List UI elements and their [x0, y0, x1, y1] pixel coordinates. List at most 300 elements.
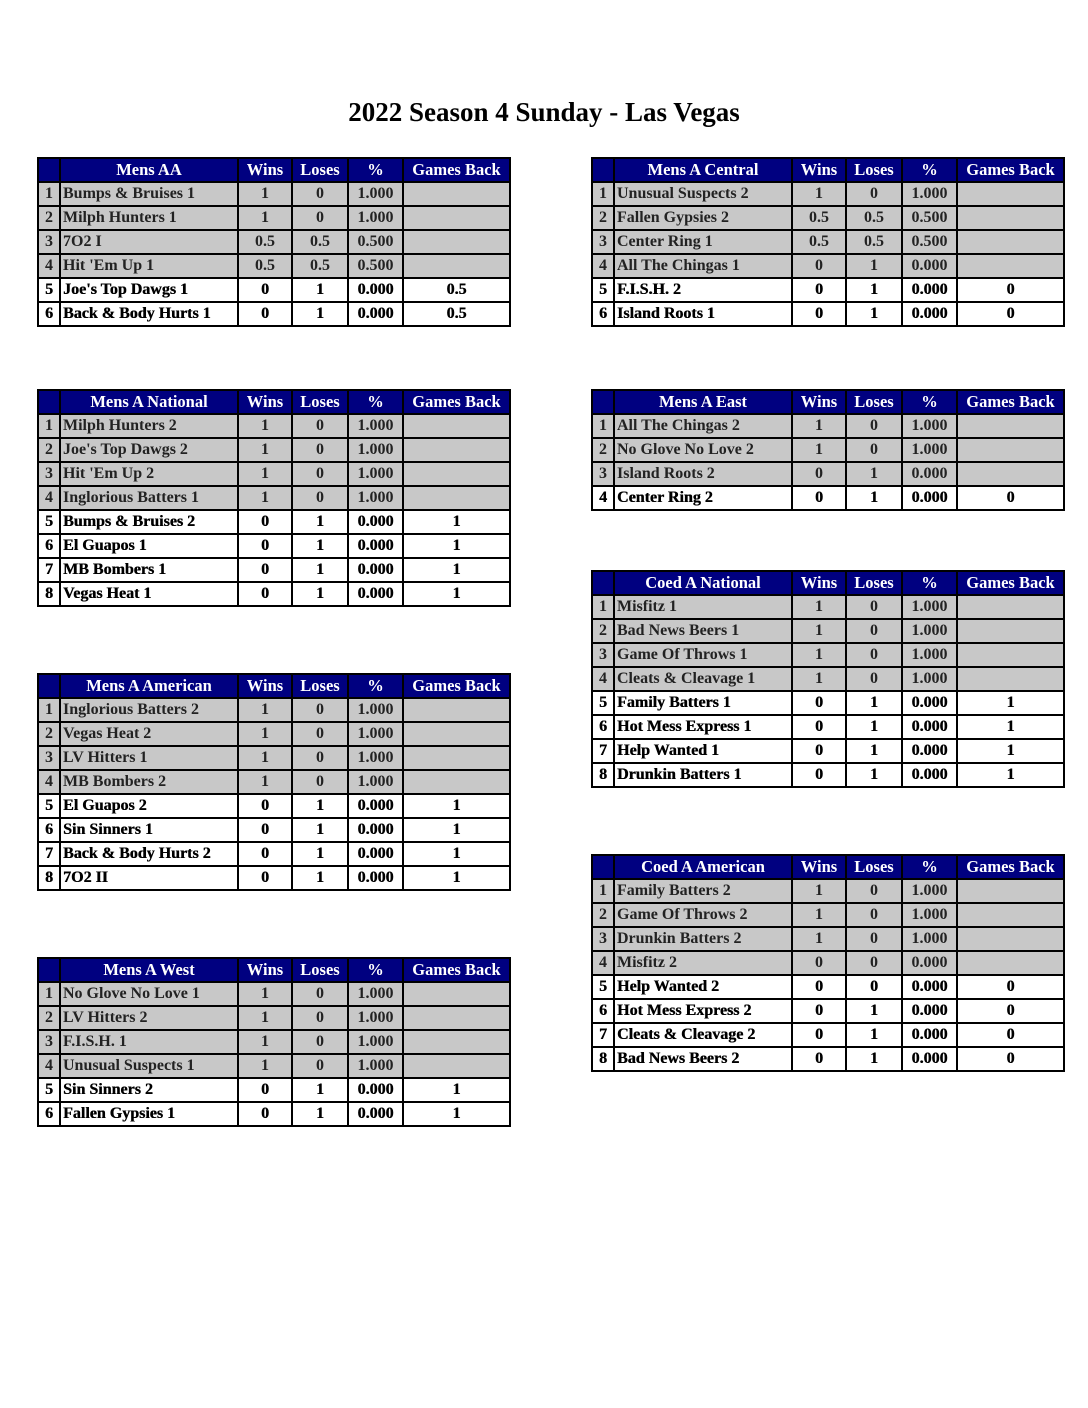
cell-rank: 3	[592, 230, 614, 254]
header-rank	[38, 390, 60, 414]
table-row	[38, 254, 510, 278]
cell-rank: 1	[38, 982, 60, 1006]
table-row	[592, 254, 1064, 278]
cell-rank: 7	[592, 1023, 614, 1047]
cell-pct: 0.000	[348, 534, 403, 558]
cell-pct: 0.000	[902, 302, 957, 326]
cell-pct: 0.000	[902, 278, 957, 302]
header-team-name: Coed A National	[614, 571, 792, 595]
cell-games-back	[403, 1054, 510, 1078]
cell-loses: 1	[292, 534, 348, 558]
cell-wins: 1	[238, 698, 292, 722]
cell-loses: 1	[292, 302, 348, 326]
cell-rank: 3	[592, 462, 614, 486]
table-row	[38, 1030, 510, 1054]
cell-wins: 1	[792, 438, 846, 462]
standings-table-coed-a-american	[591, 854, 1065, 1072]
cell-wins: 0	[792, 462, 846, 486]
header-loses: Loses	[846, 158, 902, 182]
table-row	[38, 842, 510, 866]
cell-team-name: Vegas Heat 1	[60, 582, 238, 606]
cell-wins: 0	[238, 278, 292, 302]
cell-rank: 1	[592, 879, 614, 903]
cell-loses: 0	[292, 486, 348, 510]
cell-rank: 4	[38, 770, 60, 794]
table-row	[592, 230, 1064, 254]
cell-loses: 0.5	[846, 206, 902, 230]
cell-loses: 0	[846, 927, 902, 951]
header-wins: Wins	[238, 674, 292, 698]
header-games-back: Games Back	[403, 158, 510, 182]
cell-loses: 1	[292, 818, 348, 842]
header-rank	[38, 958, 60, 982]
cell-games-back	[957, 206, 1064, 230]
cell-loses: 1	[846, 999, 902, 1023]
cell-team-name: No Glove No Love 1	[60, 982, 238, 1006]
cell-rank: 3	[592, 927, 614, 951]
table-row	[592, 302, 1064, 326]
cell-games-back: 1	[403, 1102, 510, 1126]
table-row	[592, 903, 1064, 927]
cell-games-back	[957, 927, 1064, 951]
header-pct: %	[902, 390, 957, 414]
cell-team-name: Bumps & Bruises 1	[60, 182, 238, 206]
header-wins: Wins	[792, 571, 846, 595]
cell-pct: 0.000	[348, 582, 403, 606]
cell-games-back: 1	[957, 691, 1064, 715]
cell-wins: 0	[238, 818, 292, 842]
cell-wins: 1	[238, 182, 292, 206]
cell-wins: 1	[792, 182, 846, 206]
cell-games-back: 0	[957, 278, 1064, 302]
table-row	[592, 999, 1064, 1023]
cell-games-back: 1	[403, 794, 510, 818]
cell-loses: 0	[846, 667, 902, 691]
table-row	[38, 746, 510, 770]
cell-rank: 6	[38, 818, 60, 842]
cell-loses: 0	[846, 438, 902, 462]
cell-wins: 0	[792, 278, 846, 302]
cell-pct: 1.000	[348, 1030, 403, 1054]
table-row	[592, 1023, 1064, 1047]
cell-loses: 0	[846, 975, 902, 999]
header-pct: %	[348, 958, 403, 982]
header-team-name: Mens A National	[60, 390, 238, 414]
cell-wins: 0.5	[238, 254, 292, 278]
cell-team-name: All The Chingas 2	[614, 414, 792, 438]
cell-team-name: Help Wanted 2	[614, 975, 792, 999]
cell-wins: 0	[238, 1078, 292, 1102]
cell-games-back	[957, 951, 1064, 975]
cell-rank: 5	[38, 1078, 60, 1102]
cell-wins: 1	[792, 414, 846, 438]
header-games-back: Games Back	[957, 158, 1064, 182]
cell-team-name: MB Bombers 1	[60, 558, 238, 582]
header-games-back: Games Back	[403, 390, 510, 414]
standings-table-coed-a-national	[591, 570, 1065, 788]
header-team-name: Mens A Central	[614, 158, 792, 182]
cell-wins: 0	[792, 975, 846, 999]
table-row	[38, 722, 510, 746]
table-row	[38, 302, 510, 326]
cell-rank: 8	[38, 866, 60, 890]
cell-wins: 1	[238, 1054, 292, 1078]
cell-games-back: 0	[957, 1023, 1064, 1047]
cell-pct: 0.000	[348, 818, 403, 842]
table-row	[592, 182, 1064, 206]
cell-loses: 0	[292, 722, 348, 746]
cell-pct: 1.000	[902, 643, 957, 667]
cell-pct: 1.000	[348, 770, 403, 794]
cell-team-name: Unusual Suspects 1	[60, 1054, 238, 1078]
table-header-row	[592, 571, 1064, 595]
header-rank	[38, 158, 60, 182]
table-header-row	[592, 855, 1064, 879]
cell-wins: 0	[238, 842, 292, 866]
cell-games-back	[957, 462, 1064, 486]
cell-loses: 0	[292, 770, 348, 794]
table-row	[592, 975, 1064, 999]
cell-loses: 0	[846, 619, 902, 643]
cell-rank: 1	[592, 182, 614, 206]
cell-team-name: Back & Body Hurts 2	[60, 842, 238, 866]
cell-team-name: El Guapos 1	[60, 534, 238, 558]
cell-rank: 5	[592, 975, 614, 999]
cell-pct: 0.000	[348, 558, 403, 582]
cell-team-name: Game Of Throws 1	[614, 643, 792, 667]
cell-team-name: Hot Mess Express 2	[614, 999, 792, 1023]
cell-games-back: 0	[957, 999, 1064, 1023]
cell-wins: 1	[792, 619, 846, 643]
cell-loses: 0.5	[846, 230, 902, 254]
cell-wins: 1	[792, 643, 846, 667]
cell-wins: 0	[238, 534, 292, 558]
cell-loses: 1	[846, 715, 902, 739]
cell-team-name: Center Ring 1	[614, 230, 792, 254]
cell-wins: 0	[792, 1023, 846, 1047]
cell-rank: 8	[38, 582, 60, 606]
cell-loses: 0	[292, 438, 348, 462]
cell-team-name: LV Hitters 2	[60, 1006, 238, 1030]
table-row	[592, 278, 1064, 302]
cell-team-name: No Glove No Love 2	[614, 438, 792, 462]
table-row	[38, 510, 510, 534]
cell-pct: 1.000	[348, 438, 403, 462]
cell-loses: 1	[292, 794, 348, 818]
cell-games-back	[403, 1030, 510, 1054]
cell-games-back	[957, 254, 1064, 278]
cell-team-name: Game Of Throws 2	[614, 903, 792, 927]
cell-rank: 3	[38, 746, 60, 770]
cell-games-back	[957, 414, 1064, 438]
cell-pct: 1.000	[348, 414, 403, 438]
cell-wins: 1	[238, 1006, 292, 1030]
cell-rank: 7	[38, 842, 60, 866]
cell-wins: 0	[238, 1102, 292, 1126]
table-header-row	[38, 958, 510, 982]
cell-team-name: LV Hitters 1	[60, 746, 238, 770]
standings-table-mens-a-american	[37, 673, 511, 891]
cell-team-name: Family Batters 1	[614, 691, 792, 715]
table-header-row	[592, 158, 1064, 182]
cell-loses: 0	[292, 1054, 348, 1078]
cell-games-back: 0	[957, 486, 1064, 510]
table-header-row	[38, 674, 510, 698]
cell-wins: 0	[792, 715, 846, 739]
table-row	[592, 667, 1064, 691]
cell-wins: 1	[792, 879, 846, 903]
cell-pct: 1.000	[902, 438, 957, 462]
cell-pct: 1.000	[902, 879, 957, 903]
table-row	[38, 582, 510, 606]
header-team-name: Mens A American	[60, 674, 238, 698]
header-loses: Loses	[292, 674, 348, 698]
cell-games-back: 1	[403, 842, 510, 866]
table-row	[38, 1054, 510, 1078]
cell-rank: 5	[592, 278, 614, 302]
cell-rank: 7	[592, 739, 614, 763]
table-row	[38, 534, 510, 558]
cell-pct: 0.500	[348, 230, 403, 254]
cell-team-name: F.I.S.H. 1	[60, 1030, 238, 1054]
cell-loses: 1	[292, 842, 348, 866]
cell-wins: 0.5	[238, 230, 292, 254]
cell-rank: 3	[38, 1030, 60, 1054]
cell-loses: 0	[292, 1006, 348, 1030]
cell-loses: 1	[846, 278, 902, 302]
table-row	[38, 230, 510, 254]
cell-games-back	[957, 879, 1064, 903]
cell-team-name: Bad News Beers 2	[614, 1047, 792, 1071]
header-team-name: Mens A West	[60, 958, 238, 982]
cell-loses: 1	[846, 462, 902, 486]
cell-rank: 1	[38, 414, 60, 438]
cell-pct: 0.500	[902, 206, 957, 230]
cell-games-back	[403, 722, 510, 746]
cell-pct: 0.000	[348, 1078, 403, 1102]
cell-rank: 1	[38, 698, 60, 722]
cell-loses: 1	[846, 302, 902, 326]
table-row	[38, 1006, 510, 1030]
cell-wins: 0	[792, 1047, 846, 1071]
table-row	[38, 206, 510, 230]
cell-pct: 1.000	[348, 486, 403, 510]
cell-pct: 1.000	[902, 619, 957, 643]
header-rank	[592, 390, 614, 414]
header-loses: Loses	[292, 390, 348, 414]
cell-wins: 0	[792, 691, 846, 715]
cell-games-back: 0	[957, 302, 1064, 326]
cell-loses: 0	[292, 1030, 348, 1054]
table-row	[592, 643, 1064, 667]
cell-wins: 1	[238, 770, 292, 794]
cell-loses: 1	[846, 1023, 902, 1047]
cell-games-back: 1	[957, 715, 1064, 739]
table-row	[592, 691, 1064, 715]
cell-wins: 1	[238, 982, 292, 1006]
cell-team-name: Family Batters 2	[614, 879, 792, 903]
standings-table-mens-a-west	[37, 957, 511, 1127]
cell-pct: 0.500	[902, 230, 957, 254]
cell-wins: 0	[792, 999, 846, 1023]
cell-team-name: Milph Hunters 2	[60, 414, 238, 438]
cell-team-name: 7O2 II	[60, 866, 238, 890]
cell-team-name: Inglorious Batters 2	[60, 698, 238, 722]
header-loses: Loses	[846, 855, 902, 879]
header-wins: Wins	[792, 855, 846, 879]
cell-loses: 0	[846, 414, 902, 438]
cell-games-back: 1	[403, 1078, 510, 1102]
cell-pct: 0.000	[348, 510, 403, 534]
cell-loses: 1	[846, 739, 902, 763]
cell-wins: 0.5	[792, 230, 846, 254]
cell-rank: 3	[38, 230, 60, 254]
cell-games-back	[957, 230, 1064, 254]
cell-rank: 4	[592, 667, 614, 691]
cell-wins: 1	[238, 486, 292, 510]
header-loses: Loses	[292, 958, 348, 982]
cell-rank: 4	[38, 1054, 60, 1078]
cell-pct: 0.000	[902, 254, 957, 278]
table-row	[592, 486, 1064, 510]
cell-games-back: 1	[403, 558, 510, 582]
header-rank	[592, 571, 614, 595]
cell-pct: 0.000	[902, 739, 957, 763]
cell-rank: 2	[592, 903, 614, 927]
cell-rank: 6	[38, 302, 60, 326]
cell-loses: 1	[292, 558, 348, 582]
cell-rank: 6	[38, 534, 60, 558]
cell-team-name: Drunkin Batters 2	[614, 927, 792, 951]
cell-games-back: 1	[403, 534, 510, 558]
cell-team-name: Misfitz 2	[614, 951, 792, 975]
cell-rank: 2	[38, 1006, 60, 1030]
table-row	[592, 619, 1064, 643]
cell-loses: 1	[292, 1078, 348, 1102]
table-row	[38, 866, 510, 890]
header-wins: Wins	[238, 390, 292, 414]
cell-team-name: Cleats & Cleavage 1	[614, 667, 792, 691]
cell-loses: 0	[846, 182, 902, 206]
cell-games-back: 1	[957, 763, 1064, 787]
cell-wins: 1	[238, 206, 292, 230]
cell-games-back	[957, 667, 1064, 691]
cell-games-back: 1	[403, 866, 510, 890]
header-pct: %	[348, 674, 403, 698]
cell-pct: 1.000	[348, 722, 403, 746]
cell-rank: 1	[592, 595, 614, 619]
cell-loses: 0	[846, 951, 902, 975]
cell-games-back	[403, 254, 510, 278]
cell-pct: 0.000	[902, 951, 957, 975]
cell-wins: 0	[238, 794, 292, 818]
cell-games-back	[403, 698, 510, 722]
cell-games-back	[957, 643, 1064, 667]
cell-rank: 5	[38, 278, 60, 302]
cell-games-back	[403, 486, 510, 510]
cell-rank: 6	[592, 715, 614, 739]
cell-games-back	[403, 438, 510, 462]
cell-games-back	[957, 619, 1064, 643]
table-header-row	[38, 158, 510, 182]
cell-games-back	[403, 1006, 510, 1030]
standings-table-mens-aa	[37, 157, 511, 327]
standings-table-mens-a-national	[37, 389, 511, 607]
cell-rank: 4	[38, 254, 60, 278]
cell-team-name: Hit 'Em Up 2	[60, 462, 238, 486]
cell-wins: 0	[792, 951, 846, 975]
cell-loses: 1	[846, 486, 902, 510]
cell-games-back	[403, 230, 510, 254]
cell-games-back	[403, 982, 510, 1006]
header-team-name: Mens A East	[614, 390, 792, 414]
header-pct: %	[902, 855, 957, 879]
cell-wins: 0	[792, 739, 846, 763]
cell-team-name: Island Roots 2	[614, 462, 792, 486]
table-row	[38, 770, 510, 794]
cell-team-name: Milph Hunters 1	[60, 206, 238, 230]
table-row	[38, 1078, 510, 1102]
cell-loses: 0	[292, 746, 348, 770]
cell-rank: 5	[38, 794, 60, 818]
cell-pct: 0.000	[902, 715, 957, 739]
cell-loses: 1	[846, 1047, 902, 1071]
cell-pct: 1.000	[902, 667, 957, 691]
cell-games-back	[403, 414, 510, 438]
standings-table-mens-a-east	[591, 389, 1065, 511]
cell-loses: 0	[292, 982, 348, 1006]
table-row	[592, 763, 1064, 787]
cell-wins: 1	[238, 1030, 292, 1054]
cell-pct: 0.000	[348, 1102, 403, 1126]
cell-team-name: Island Roots 1	[614, 302, 792, 326]
cell-games-back: 1	[403, 510, 510, 534]
cell-games-back: 0.5	[403, 278, 510, 302]
cell-team-name: Hot Mess Express 1	[614, 715, 792, 739]
cell-pct: 1.000	[902, 903, 957, 927]
table-row	[38, 438, 510, 462]
cell-pct: 0.000	[902, 999, 957, 1023]
cell-rank: 5	[592, 691, 614, 715]
cell-team-name: Misfitz 1	[614, 595, 792, 619]
cell-rank: 6	[592, 302, 614, 326]
cell-team-name: Fallen Gypsies 1	[60, 1102, 238, 1126]
cell-rank: 6	[38, 1102, 60, 1126]
cell-loses: 1	[846, 691, 902, 715]
cell-wins: 1	[238, 414, 292, 438]
cell-loses: 0	[292, 698, 348, 722]
header-games-back: Games Back	[957, 855, 1064, 879]
cell-team-name: Bad News Beers 1	[614, 619, 792, 643]
header-rank	[592, 855, 614, 879]
cell-rank: 1	[592, 414, 614, 438]
table-header-row	[592, 390, 1064, 414]
cell-pct: 0.000	[348, 302, 403, 326]
cell-rank: 4	[592, 254, 614, 278]
cell-rank: 3	[592, 643, 614, 667]
table-row	[592, 206, 1064, 230]
cell-wins: 0	[238, 866, 292, 890]
cell-team-name: MB Bombers 2	[60, 770, 238, 794]
table-row	[38, 182, 510, 206]
table-row	[592, 462, 1064, 486]
cell-team-name: Sin Sinners 1	[60, 818, 238, 842]
cell-team-name: Vegas Heat 2	[60, 722, 238, 746]
cell-team-name: Cleats & Cleavage 2	[614, 1023, 792, 1047]
cell-wins: 1	[238, 722, 292, 746]
cell-rank: 2	[592, 438, 614, 462]
cell-rank: 7	[38, 558, 60, 582]
